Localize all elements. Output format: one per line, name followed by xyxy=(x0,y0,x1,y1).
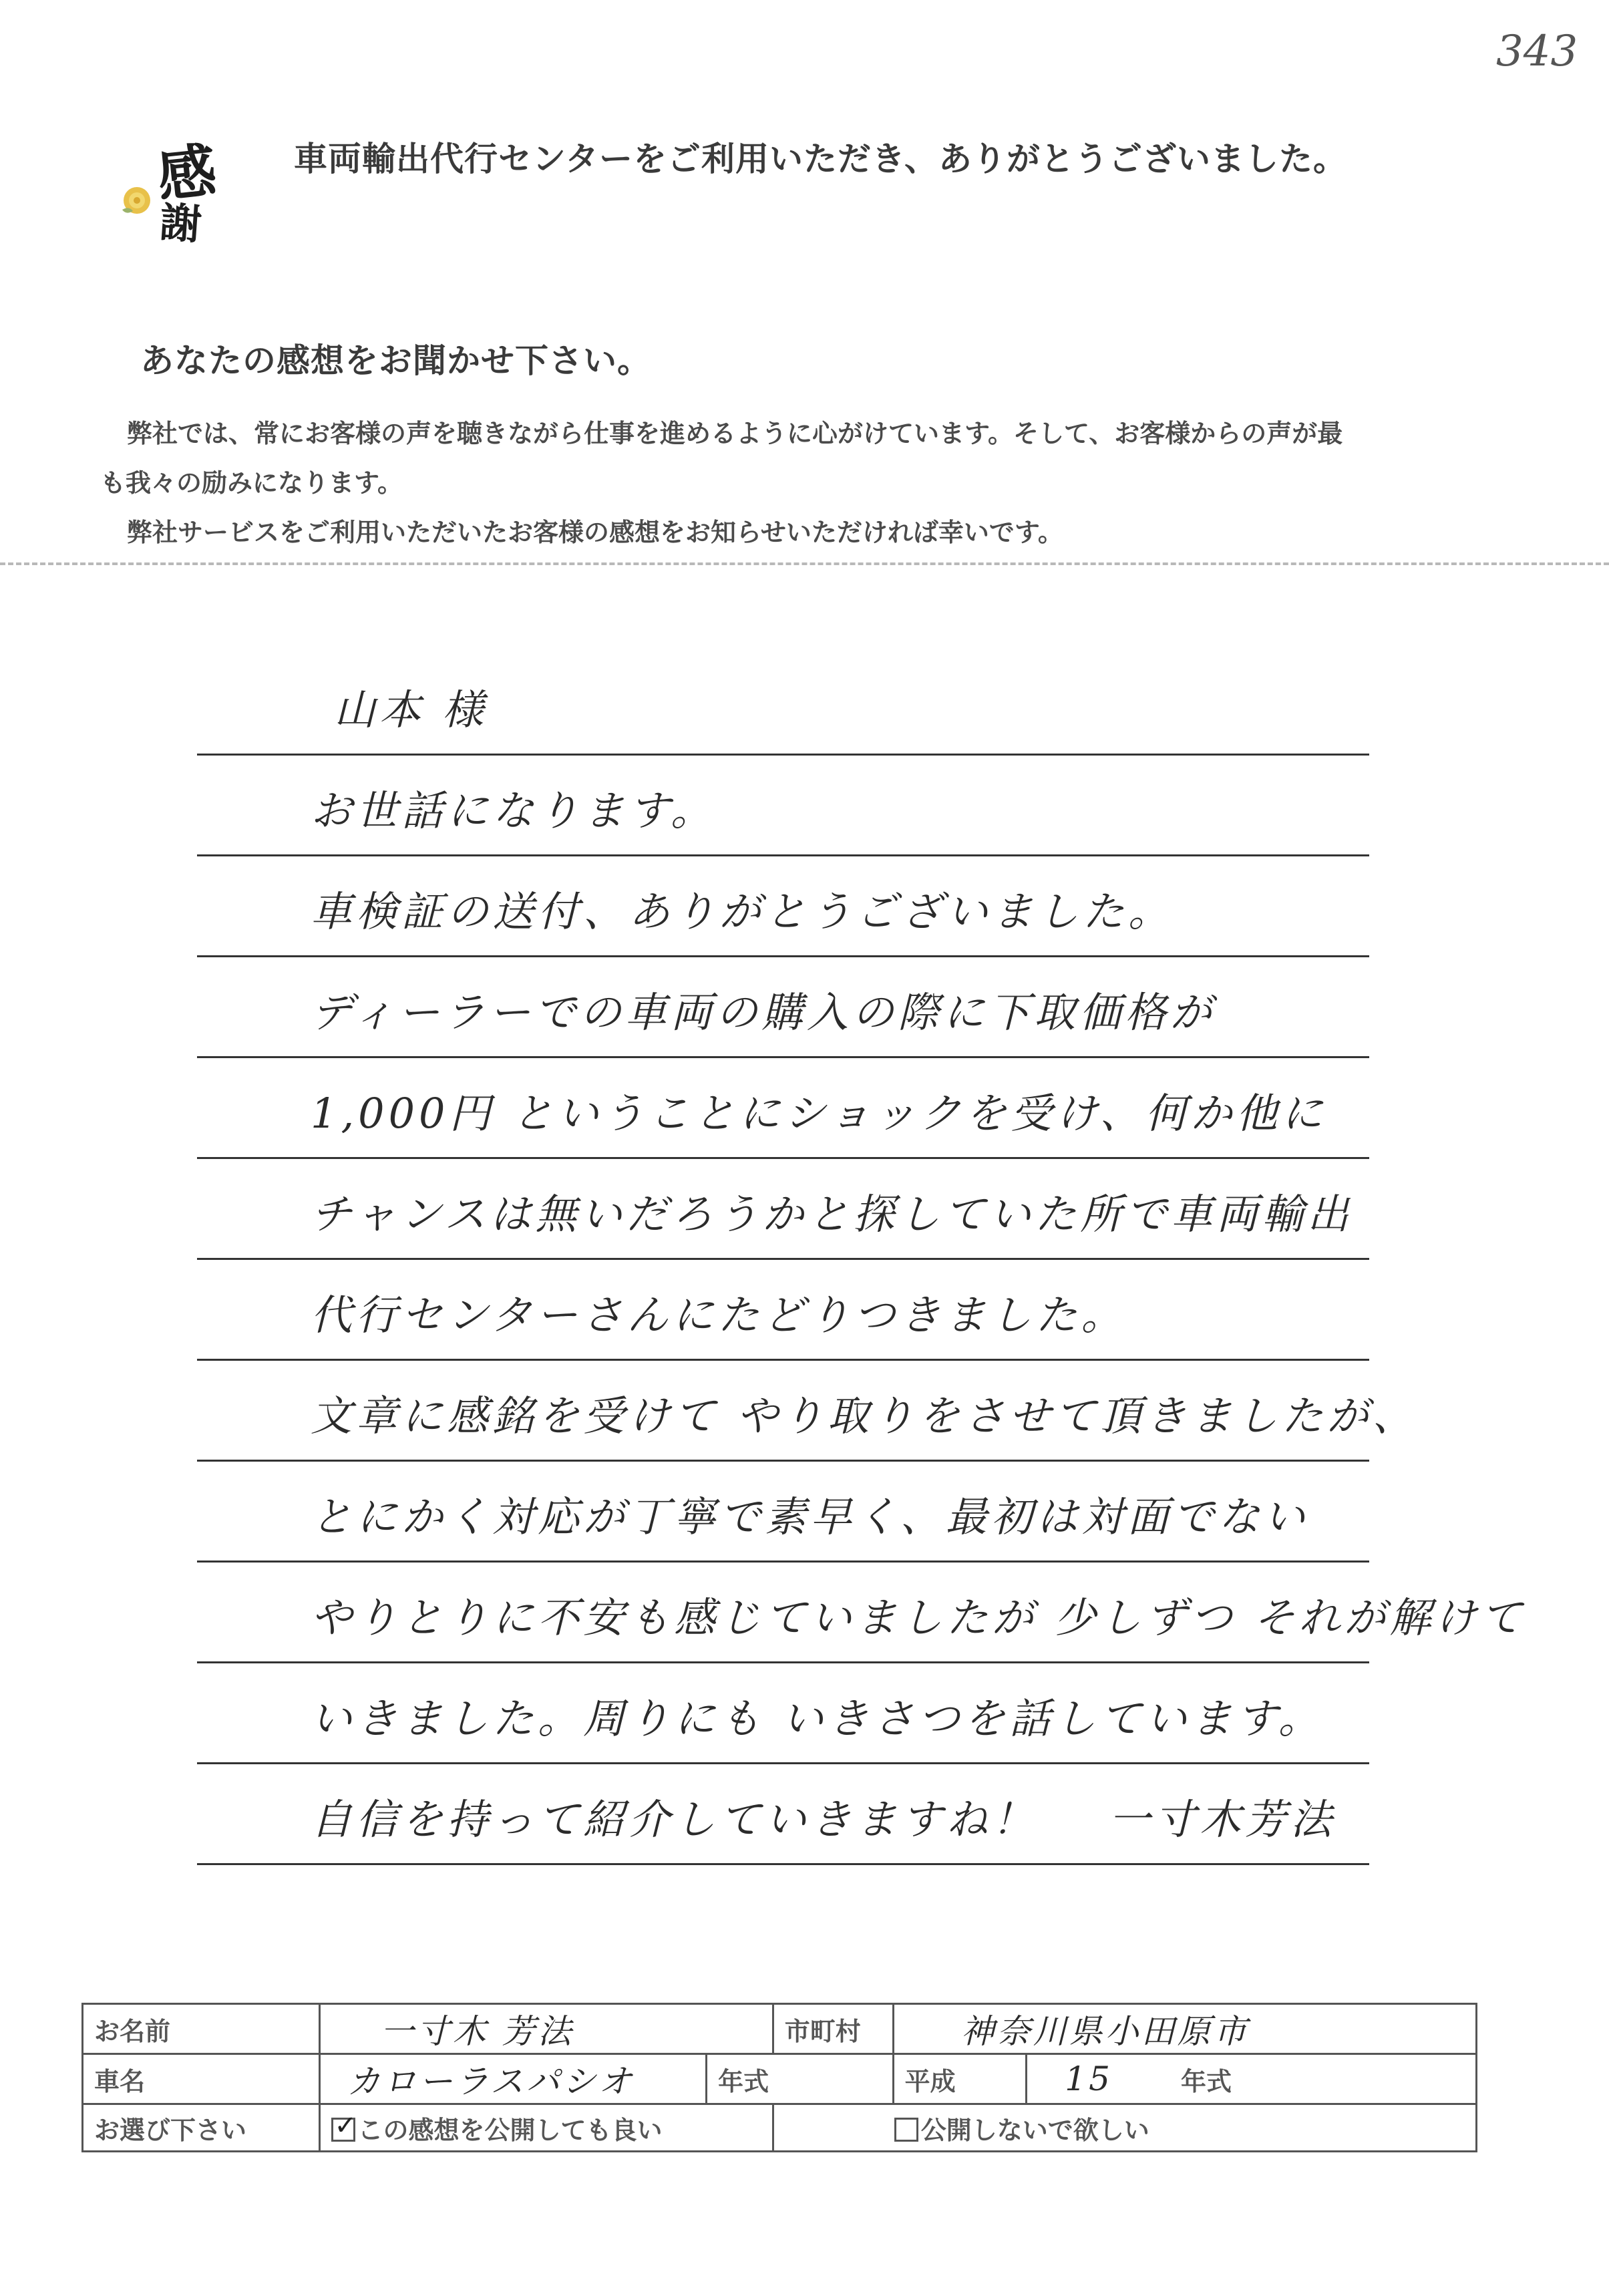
letter-text: やりとりに不安も感じていましたが 少しずつ それが解けて xyxy=(311,1593,1526,1642)
letter-text: いきました。周りにも いきさつを話しています。 xyxy=(311,1694,1324,1743)
letter-line xyxy=(197,1563,1526,1663)
letter-line xyxy=(197,957,1369,1058)
table-row xyxy=(83,2104,1477,2152)
option-private-label: 公開しないで欲しい xyxy=(920,2115,1149,2145)
logo-text-sha: 謝 xyxy=(158,197,204,250)
intro-line: 弊社では、常にお客様の声を聴きながら仕事を進めるように心がけています。そして、お客様からの声が最 xyxy=(127,419,1343,448)
cut-line xyxy=(0,562,1609,565)
car-field[interactable]: カローラスパシオ xyxy=(319,2054,707,2104)
city-field[interactable]: 神奈川県小田原市 xyxy=(893,2004,1476,2054)
table-row xyxy=(83,2054,1477,2104)
letter-line xyxy=(197,756,1369,856)
choose-label: お選び下さい xyxy=(83,2104,320,2152)
salutation: 山本 様 xyxy=(334,685,488,734)
era-label: 平成 xyxy=(893,2054,1027,2104)
year-label: 年式 xyxy=(707,2054,893,2104)
letter-line xyxy=(197,1663,1369,1764)
name-label: お名前 xyxy=(83,2004,320,2054)
letter-line xyxy=(197,1764,1369,1865)
letter-text: 1,000円 ということにショックを受け、何か他に xyxy=(311,1089,1327,1138)
letter-line xyxy=(197,1361,1418,1462)
option-public[interactable] xyxy=(319,2104,773,2152)
car-label: 車名 xyxy=(83,2054,320,2104)
letter-text: お世話になります。 xyxy=(311,786,717,835)
rose-icon xyxy=(117,180,157,220)
letter-text: ディーラーでの車両の購入の際に下取価格が xyxy=(311,988,1216,1037)
letter-text: 文章に感銘を受けて やり取りをさせて頂きましたが、 xyxy=(311,1391,1418,1440)
intro-line: 弊社サービスをご利用いただいたお客様の感想をお知らせいただければ幸いです。 xyxy=(127,518,1063,547)
year-value: 15 xyxy=(1065,2060,1113,2098)
letter-line xyxy=(197,856,1369,957)
kansha-logo xyxy=(110,127,244,250)
city-label: 市町村 xyxy=(773,2004,893,2054)
table-row xyxy=(83,2004,1477,2054)
letter-line xyxy=(197,1159,1369,1260)
section-title: あなたの感想をお聞かせ下さい。 xyxy=(140,341,651,380)
letter-text: 自信を持って紹介していきますね！ xyxy=(311,1795,1038,1844)
letter-line xyxy=(197,1058,1369,1159)
page-number: 343 xyxy=(1496,27,1578,76)
intro-text xyxy=(100,409,1530,557)
logo-text-kan: 感 xyxy=(154,135,220,211)
option-private[interactable] xyxy=(773,2104,1476,2152)
handwritten-letter xyxy=(197,655,1526,1865)
checkbox-public[interactable] xyxy=(331,2118,355,2142)
intro-line: も我々の励みになります。 xyxy=(100,468,403,498)
letter-line xyxy=(197,1260,1369,1361)
letter-line xyxy=(197,655,1369,756)
year-field[interactable] xyxy=(1027,2054,1477,2104)
option-public-label: この感想を公開しても良い xyxy=(357,2115,663,2145)
customer-info-table xyxy=(81,2003,1477,2152)
letter-text: チャンスは無いだろうかと探していた所で車両輸出 xyxy=(311,1190,1353,1239)
letter-text: 車検証の送付、ありがとうございました。 xyxy=(311,887,1174,936)
name-field[interactable]: 一寸木 芳法 xyxy=(319,2004,773,2054)
signature: 一寸木芳法 xyxy=(1108,1795,1336,1844)
year-suffix: 年式 xyxy=(1180,2067,1232,2096)
letter-text: 代行センターさんにたどりつきました。 xyxy=(311,1291,1127,1339)
thanks-header: 車両輸出代行センターをご利用いただき、ありがとうございました。 xyxy=(294,140,1347,178)
letter-text: とにかく対応が丁寧で素早く、最初は対面でない xyxy=(311,1492,1309,1541)
letter-line xyxy=(197,1462,1369,1563)
checkbox-private[interactable] xyxy=(894,2118,918,2142)
